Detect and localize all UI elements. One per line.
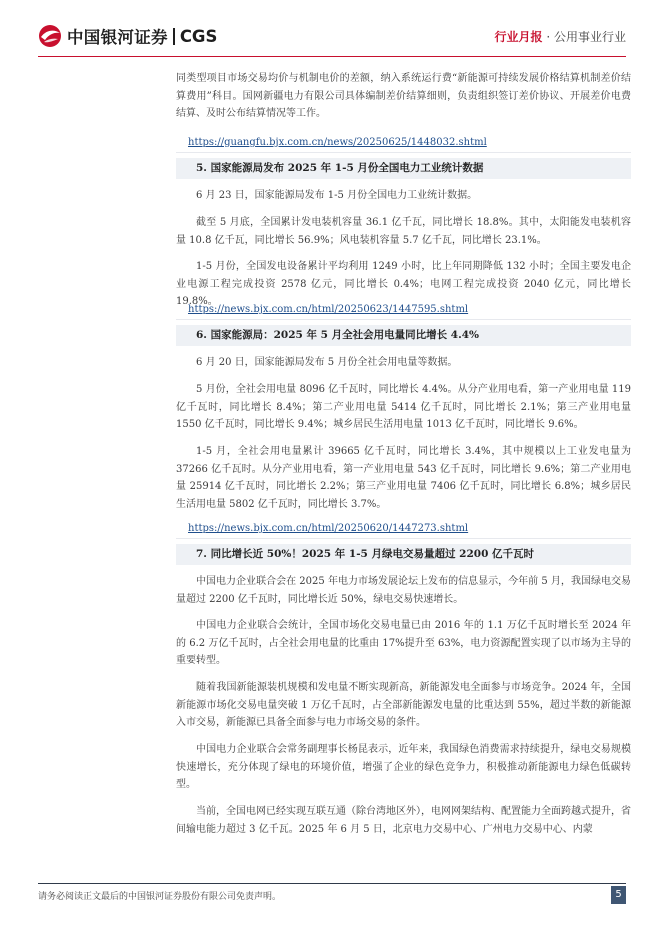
logo-english-name: CGS [179, 26, 218, 46]
paragraph-7e: 当前，全国电网已经实现互联互通（除台湾地区外），电网网架结构、配置能力全面跨越式提升，省间输电能力超过 3 亿千瓦。2025 年 6 月 5 日，北京电力交易中心、广州电力交易中心、内蒙 [176, 806, 631, 835]
divider-line [176, 152, 631, 153]
paragraph-7d: 中国电力企业联合会常务副理事长杨昆表示，近年来，我国绿色消费需求持续提升，绿电交易规模快速增长，充分体现了绿电的环境价值，增强了企业的绿色竞争力，积极推动新能源电力绿色低碳转型。 [176, 744, 631, 790]
header-rule [38, 56, 626, 57]
paragraph-7a: 中国电力企业联合会在 2025 年电力市场发展论坛上发布的信息显示，今年前 5 月，我国绿电交易量超过 2200 亿千瓦时，同比增长近 50%，绿电交易快速增长。 [176, 576, 631, 605]
paragraph-5c: 1-5 月份，全国发电设备累计平均利用 1249 小时，比上年同期降低 132 小时；全国主要发电企业电源工程完成投资 2578 亿元，同比增长 0.4%；电网工程完成投资 2040 亿元，同比增长 19.8%。 [176, 261, 631, 307]
report-sector: 公用事业行业 [553, 30, 626, 44]
galaxy-logo-icon [38, 24, 62, 48]
divider-line [176, 538, 631, 539]
logo-divider [173, 28, 175, 45]
report-category [495, 28, 626, 45]
news-link-2[interactable]: https://news.bjx.com.cn/html/20250623/1447595.shtml [188, 304, 469, 315]
report-type: 行业月报 [494, 30, 543, 44]
page-header [0, 0, 662, 60]
footer-rule [38, 883, 626, 884]
section-heading-6: 6. 国家能源局：2025 年 5 月全社会用电量同比增长 4.4% [196, 329, 480, 341]
section-heading-5: 5. 国家能源局发布 2025 年 1-5 月份全国电力工业统计数据 [196, 162, 484, 174]
news-link-3[interactable]: https://news.bjx.com.cn/html/20250620/1447273.shtml [188, 523, 469, 534]
paragraph-5a: 6 月 23 日，国家能源局发布 1-5 月份全国电力工业统计数据。 [196, 190, 478, 201]
footer-disclaimer: 请务必阅读正文最后的中国银河证券股份有限公司免责声明。 [38, 892, 282, 902]
paragraph-intro: 同类型项目市场交易均价与机制电价的差额，纳入系统运行费“新能源可持续发展价格结算机制差价结算费用”科目。国网新疆电力有限公司具体编制差价结算细则，负责组织签订差价协议、开展差价电费结算、及时公布结算情况等工作。 [176, 73, 631, 119]
paragraph-6c: 1-5 月，全社会用电量累计 39665 亿千瓦时，同比增长 3.4%，其中规模以上工业发电量为 37266 亿千瓦时。从分产业用电看，第一产业用电量 543 亿千瓦时，同比增长 9.6%；第二产业用电量 25914 亿千瓦时，同比增长 2.2%；第三产业用电量 7406 亿千瓦时，同比增长 6.8%；城乡居民生活用电量 5802 亿千瓦时，同比增长 3.7%。 [176, 446, 631, 510]
paragraph-7c: 随着我国新能源装机规模和发电量不断实现新高，新能源发电全面参与市场竞争。2024 年，全国新能源市场化交易电量突破 1 万亿千瓦时，占全部新能源发电量的比重达到 55%，超过半数的新能源入市交易，新能源已具备全面参与电力市场交易的条件。 [176, 682, 631, 728]
section-heading-7: 7. 同比增长近 50%！2025 年 1-5 月绿电交易量超过 2200 亿千瓦时 [196, 548, 535, 560]
news-link-1[interactable]: https://guangfu.bjx.com.cn/news/20250625/1448032.shtml [188, 137, 487, 148]
paragraph-6b: 5 月份，全社会用电量 8096 亿千瓦时，同比增长 4.4%。从分产业用电看，第一产业用电量 119 亿千瓦时，同比增长 8.4%；第二产业用电量 5414 亿千瓦时，同比增长 2.1%；第三产业用电量 1550 亿千瓦时，同比增长 9.4%；城乡居民生活用电量 1013 亿千瓦时，同比增长 9.6%。 [176, 384, 631, 430]
paragraph-6a: 6 月 20 日，国家能源局发布 5 月份全社会用电量等数据。 [196, 357, 458, 368]
company-logo [38, 23, 217, 49]
divider-line [176, 319, 631, 320]
report-separator: · [542, 30, 554, 44]
page-number: 5 [611, 886, 626, 904]
paragraph-5b: 截至 5 月底，全国累计发电装机容量 36.1 亿千瓦，同比增长 18.8%。其中，太阳能发电装机容量 10.8 亿千瓦，同比增长 56.9%；风电装机容量 5.7 亿千瓦，同比增长 23.1%。 [176, 217, 631, 246]
logo-chinese-name: 中国银河证券 [67, 28, 168, 47]
paragraph-7b: 中国电力企业联合会统计，全国市场化交易电量已由 2016 年的 1.1 万亿千瓦时增长至 2024 年的 6.2 万亿千瓦时，占全社会用电量的比重由 17%提升至 63%，电力资源配置实现了以市场为主导的重要转型。 [176, 620, 631, 666]
